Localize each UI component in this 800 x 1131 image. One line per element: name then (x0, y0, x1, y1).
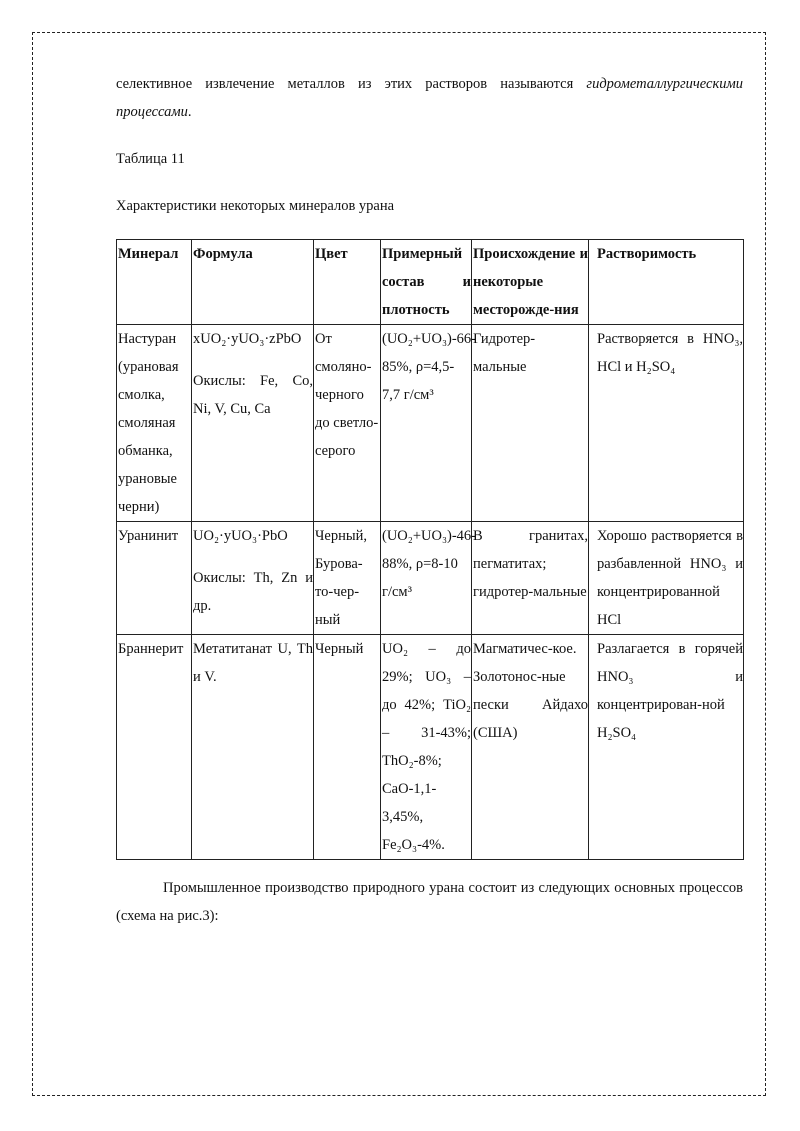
cell-color: От смоляно-черного до светло-серого (314, 325, 381, 522)
table-number: Таблица 11 (116, 151, 185, 167)
formula-main: Метатитанат U, Th и V. (193, 641, 313, 685)
cell-solubility: Растворяется в HNO₃, HCl и H₂SO₄ (589, 325, 744, 522)
header-mineral: Минерал (117, 240, 192, 325)
cell-solubility: Разлагается в горячей HNO₃ и концентрирован-ной H₂SO₄ (589, 635, 744, 860)
formula-extra: Окислы: Fe, Co, Ni, V, Cu, Ca (193, 373, 313, 417)
cell-composition: (UO₂+UO₃)-46-88%, ρ=8-10 г/см³ (381, 522, 472, 635)
cell-origin: Магматичес-кое. Золотонос-ные пески Айдахо (США) (472, 635, 589, 860)
table-row (117, 325, 744, 522)
cell-origin: В гранитах, пегматитах; гидротер-мальные (472, 522, 589, 635)
intro-paragraph (116, 70, 743, 126)
formula-main: UO₂·yUO₃·PbO (193, 528, 288, 544)
cell-mineral: Уранинит (117, 522, 192, 635)
table-row (117, 635, 744, 860)
cell-composition: (UO₂+UO₃)-66-85%, ρ=4,5-7,7 г/см³ (381, 325, 472, 522)
cell-formula (192, 635, 314, 860)
cell-mineral: Настуран (урановая смолка, смоляная обманка, урановые черни) (117, 325, 192, 522)
formula-main: xUO₂·yUO₃·zPbO (193, 331, 302, 347)
cell-solubility: Хорошо растворяется в разбавленной HNO₃ и концентрированной HCl (589, 522, 744, 635)
cell-color: Черный, Бурова-то-чер-ный (314, 522, 381, 635)
table-header-row (117, 240, 744, 325)
intro-emphasis: гидрометаллургическими процессами (116, 76, 743, 120)
header-composition: Примерный состав и плотность (381, 240, 472, 325)
intro-end: . (187, 104, 192, 120)
table-row (117, 522, 744, 635)
cell-color: Черный (314, 635, 381, 860)
header-formula: Формула (192, 240, 314, 325)
formula-extra: Окислы: Th, Zn и др. (193, 570, 313, 614)
cell-mineral: Браннерит (117, 635, 192, 860)
intro-text: селективное извлечение металлов из этих растворов называются (116, 76, 587, 92)
document-body (116, 70, 743, 930)
cell-formula (192, 325, 314, 522)
header-color: Цвет (314, 240, 381, 325)
table-caption: Характеристики некоторых минералов урана (116, 198, 395, 214)
header-solubility: Растворимость (589, 240, 744, 325)
cell-composition: UO₂ – до 29%; UO₃ – до 42%; TiO₂ – 31-43%; ThO₂-8%; CaO-1,1-3,45%, Fe₂O₃-4%. (381, 635, 472, 860)
outro-paragraph: Промышленное производство природного урана состоит из следующих основных процессов (схема на рис.3): (116, 880, 743, 924)
cell-origin: Гидротер-мальные (472, 325, 589, 522)
minerals-table (116, 239, 744, 860)
cell-formula (192, 522, 314, 635)
header-origin: Происхождение и некоторые месторожде-ния (472, 240, 589, 325)
